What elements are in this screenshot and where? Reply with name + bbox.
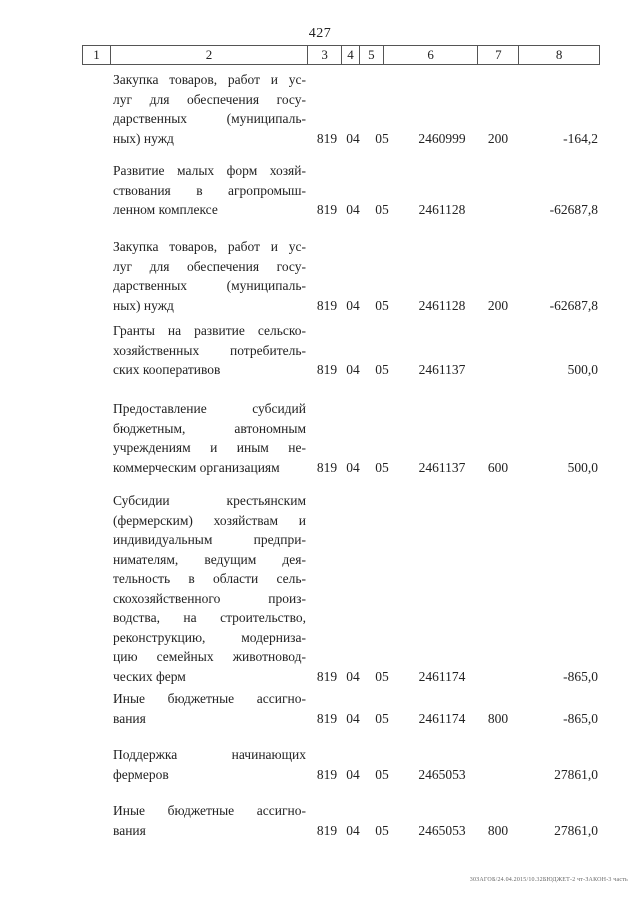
column-header-4: 4 (342, 46, 360, 64)
row-name-line: вания (113, 822, 146, 838)
column-header-1: 1 (83, 46, 111, 64)
row-name-line: дарственных (муниципаль- (113, 278, 306, 293)
amount-cell: -62687,8 (549, 202, 598, 217)
row-name-line: фермеров (113, 766, 169, 782)
row-name-line: дарственных (муниципаль- (113, 111, 306, 126)
amount-cell: 500,0 (567, 362, 598, 377)
row-name-line: тельность в области сель- (113, 571, 306, 586)
column-header-5: 5 (360, 46, 384, 64)
target-article-cell: 2461137 (418, 459, 466, 475)
expense-type-cell: 800 (487, 710, 509, 726)
row-name (113, 70, 306, 148)
column-header-row (82, 45, 600, 65)
subsection-code-cell: 05 (375, 202, 389, 217)
row-name-line: ческих ферм (113, 668, 186, 684)
subsection-code-cell: 05 (375, 710, 389, 726)
subsection-code-cell: 05 (375, 130, 389, 146)
row-name-line: скохозяйственного произ- (113, 590, 306, 606)
row-name-line: цию семейных животновод- (113, 649, 306, 664)
section-code-cell: 04 (346, 297, 360, 313)
row-name-line: луг для обеспечения госу- (113, 91, 306, 107)
admin-code-cell: 819 (316, 202, 338, 217)
admin-code-cell: 819 (316, 710, 338, 726)
target-article-cell: 2461174 (418, 668, 466, 684)
row-name-line: (фермерским) хозяйствам и (113, 512, 306, 528)
row-name-line: ских кооперативов (113, 362, 221, 377)
column-header-6: 6 (384, 46, 479, 64)
row-name-line: ных) нужд (113, 130, 174, 146)
target-article-cell: 2461137 (418, 362, 466, 377)
admin-code-cell: 819 (316, 459, 338, 475)
admin-code-cell: 819 (316, 822, 338, 838)
section-code-cell: 04 (346, 459, 360, 475)
row-name-line: учреждениям и иным не- (113, 440, 306, 455)
target-article-cell: 2461128 (418, 202, 466, 217)
amount-cell: -865,0 (563, 668, 598, 684)
row-name-line: ствования в агропромыш- (113, 182, 306, 198)
row-name (113, 801, 306, 840)
section-code-cell: 04 (346, 822, 360, 838)
row-name-line: реконструкцию, модерниза- (113, 629, 306, 645)
row-name (113, 321, 306, 380)
expense-type-cell: 200 (487, 297, 509, 313)
section-code-cell: 04 (346, 362, 360, 377)
target-article-cell: 2461174 (418, 710, 466, 726)
row-name (113, 399, 306, 477)
row-name (113, 161, 306, 220)
amount-cell: 500,0 (567, 459, 598, 475)
subsection-code-cell: 05 (375, 459, 389, 475)
admin-code-cell: 819 (316, 668, 338, 684)
row-name (113, 689, 306, 728)
expense-type-cell: 200 (487, 130, 509, 146)
row-name-line: Закупка товаров, работ и ус- (113, 239, 306, 254)
row-name-line: хозяйственных потребитель- (113, 342, 306, 358)
row-name (113, 745, 306, 784)
amount-cell: -62687,8 (549, 297, 598, 313)
page-number: 427 (308, 26, 332, 41)
row-name-line: Субсидии крестьянским (113, 493, 306, 508)
target-article-cell: 2461128 (418, 297, 466, 313)
row-name-line: ленном комплексе (113, 202, 218, 217)
column-header-3: 3 (308, 46, 342, 64)
section-code-cell: 04 (346, 130, 360, 146)
target-article-cell: 2460999 (418, 130, 466, 146)
row-name-line: Гранты на развитие сельско- (113, 323, 306, 338)
row-name-line: Иные бюджетные ассигно- (113, 803, 306, 818)
section-code-cell: 04 (346, 710, 360, 726)
expense-type-cell: 800 (487, 822, 509, 838)
row-name-line: водства, на строительство, (113, 610, 306, 625)
target-article-cell: 2465053 (418, 766, 466, 782)
amount-cell: 27861,0 (554, 766, 598, 782)
admin-code-cell: 819 (316, 766, 338, 782)
row-name-line: Закупка товаров, работ и ус- (113, 72, 306, 87)
row-name-line: Иные бюджетные ассигно- (113, 691, 306, 706)
row-name-line: Развитие малых форм хозяй- (113, 163, 306, 178)
row-name-line: ных) нужд (113, 297, 174, 313)
row-name-line: коммерческим организациям (113, 459, 280, 475)
row-name-line: вания (113, 710, 146, 726)
section-code-cell: 04 (346, 668, 360, 684)
row-name-line: луг для обеспечения госу- (113, 258, 306, 274)
subsection-code-cell: 05 (375, 766, 389, 782)
row-name (113, 237, 306, 315)
target-article-cell: 2465053 (418, 822, 466, 838)
subsection-code-cell: 05 (375, 297, 389, 313)
amount-cell: 27861,0 (554, 822, 598, 838)
admin-code-cell: 819 (316, 297, 338, 313)
row-name-line: бюджетным, автономным (113, 420, 306, 436)
section-code-cell: 04 (346, 766, 360, 782)
amount-cell: -164,2 (563, 130, 598, 146)
row-name-line: нимателям, ведущим дея- (113, 551, 306, 567)
admin-code-cell: 819 (316, 362, 338, 377)
column-header-7: 7 (478, 46, 519, 64)
expense-type-cell: 600 (487, 459, 509, 475)
subsection-code-cell: 05 (375, 362, 389, 377)
row-name (113, 491, 306, 686)
subsection-code-cell: 05 (375, 822, 389, 838)
column-header-2: 2 (111, 46, 308, 64)
row-name-line: Предоставление субсидий (113, 401, 306, 416)
row-name-line: Поддержка начинающих (113, 747, 306, 762)
subsection-code-cell: 05 (375, 668, 389, 684)
amount-cell: -865,0 (563, 710, 598, 726)
footer-filename: 30ЗАГОБ/24.04.2015/10.32БЮДЖЕТ-2 чт-ЗАКОН-3 часть (469, 877, 628, 883)
row-name-line: индивидуальным предпри- (113, 532, 306, 547)
column-header-8: 8 (555, 47, 563, 62)
section-code-cell: 04 (346, 202, 360, 217)
admin-code-cell: 819 (316, 130, 338, 146)
